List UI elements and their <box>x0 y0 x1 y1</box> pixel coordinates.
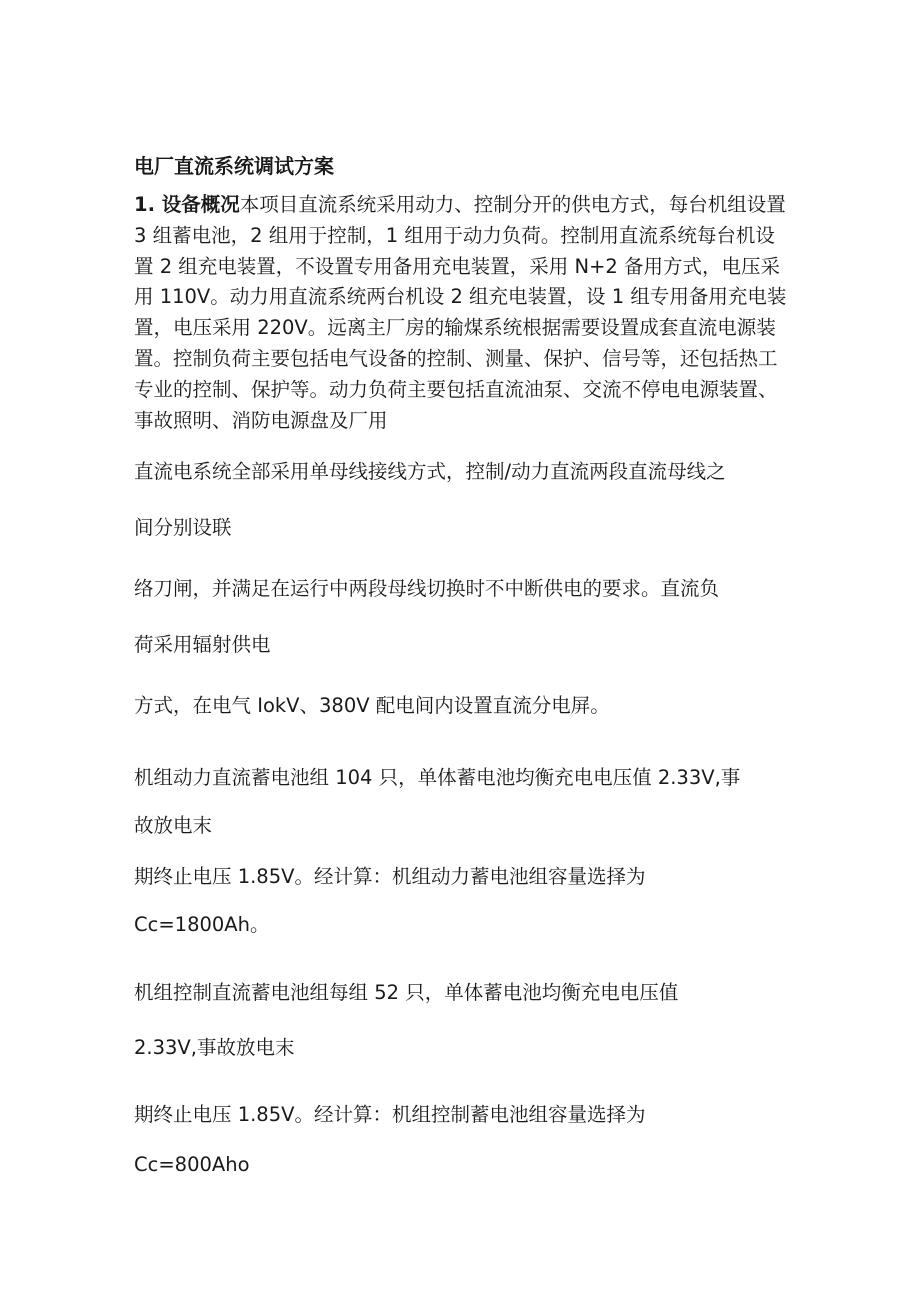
body-line: 方式，在电气 IokV、380V 配电间内设置直流分电屏。 <box>134 694 610 717</box>
body-line: 故放电末 <box>134 814 213 837</box>
section-1-label: 1. 设备概况 <box>134 193 240 216</box>
section-1-text: 本项目直流系统采用动力、控制分开的供电方式，每台机组设置 3 组蓄电池，2 组用于控制，1 组用于动力负荷。控制用直流系统每台机设置 2 组充电装置，不设置专用备用充电装置，采用 N+2 备用方式，电压采用 110V。动力用直流系统两台机设 2 组充电装置，设 1 组专用备用充电装置，电压采用 220V。远离主厂房的输煤系统根据需要设置成套直流电源装置。控制负荷主要包括电气设备的控制、测量、保护、信号等，还包括热工专业的控制、保护等。动力负荷主要包括直流油泵、交流不停电电源装置、事故照明、消防电源盘及厂用 <box>134 193 787 432</box>
body-line: 期终止电压 1.85V。经计算：机组动力蓄电池组容量选择为 <box>134 865 646 888</box>
body-line: Cc=800Aho <box>134 1153 250 1176</box>
body-line: Cc=1800Ah。 <box>134 913 270 936</box>
body-line: 间分别设联 <box>134 516 232 539</box>
body-line: 期终止电压 1.85V。经计算：机组控制蓄电池组容量选择为 <box>134 1103 646 1126</box>
section-1-paragraph <box>134 190 794 436</box>
body-line: 荷采用辐射供电 <box>134 633 271 656</box>
body-line: 2.33V,事故放电末 <box>134 1036 295 1059</box>
body-line: 机组动力直流蓄电池组 104 只，单体蓄电池均衡充电电压值 2.33V,事 <box>134 766 741 789</box>
body-line: 络刀闸，并满足在运行中两段母线切换时不中断供电的要求。直流负 <box>134 577 720 600</box>
document-title: 电厂直流系统调试方案 <box>134 154 334 178</box>
body-line: 机组控制直流蓄电池组每组 52 只，单体蓄电池均衡充电电压值 <box>134 981 679 1004</box>
body-line: 直流电系统全部采用单母线接线方式，控制/动力直流两段直流母线之 <box>134 460 726 483</box>
